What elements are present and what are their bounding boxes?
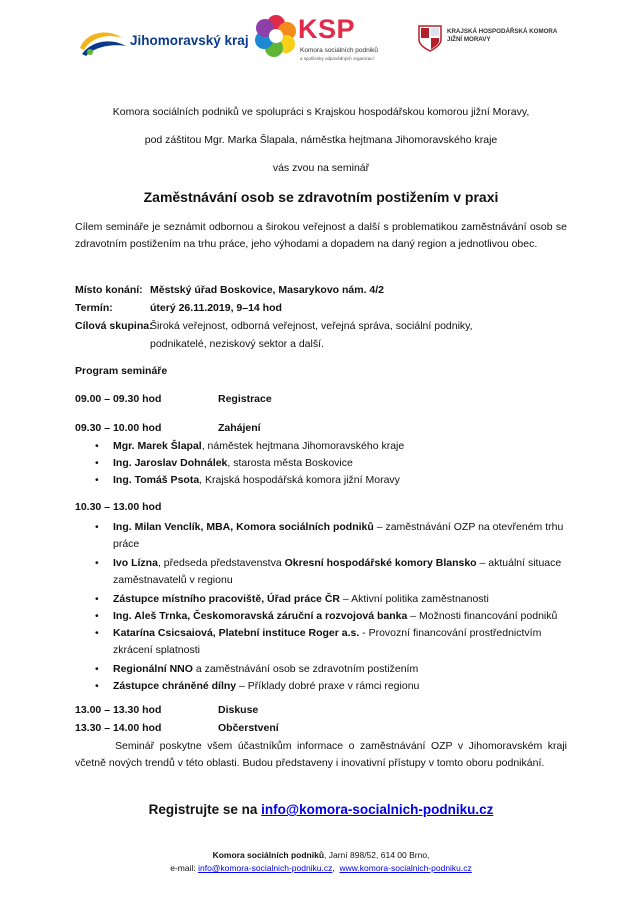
list-item: • Ivo Lízna, předseda představenstva Okresní hospodářské komory Blansko – aktuální situace zaměstnavatelů v regionu	[95, 555, 565, 589]
footer-org: Komora sociálních podniků	[212, 850, 325, 860]
khk-logo-line1: KRAJSKÁ HOSPODÁŘSKÁ KOMORA	[447, 28, 558, 35]
footer-web-link[interactable]: www.komora-socialnich-podniku.cz	[339, 863, 472, 873]
registration-text: Registrujte se na	[148, 802, 262, 817]
list-item: • Katarína Csicsaiová, Platební instituce Roger a.s. - Provozní financování prostřednictvím zkrácení splatnosti	[95, 625, 565, 659]
slot-label: Registrace	[218, 393, 272, 405]
ksp-logo-subtitle-small: a spolčenky odpovědných organizací	[300, 56, 374, 61]
slot-time: 10.30 – 13.00 hod	[75, 501, 162, 513]
khk-logo-line2: JIŽNÍ MORAVY	[447, 36, 491, 43]
jmk-logo-text: Jihomoravský kraj	[130, 33, 249, 48]
seminar-info	[75, 281, 565, 353]
audience-label: Cílová skupina:	[75, 320, 153, 332]
jmk-logo	[78, 26, 248, 58]
slot-time: 09.30 – 10.00 hod	[75, 422, 162, 434]
ksp-logo-text: KSP	[298, 14, 356, 44]
list-item: • Ing. Aleš Trnka, Českomoravská záruční a rozvojová banka – Možnosti financování podniků	[95, 608, 565, 625]
ksp-flower-icon	[254, 14, 298, 58]
footer	[0, 849, 642, 875]
ksp-logo-subtitle: Komora sociálních podniků	[300, 47, 379, 54]
audience-value-line1: Široká veřejnost, odborná veřejnost, veřejná správa, sociální podniky,	[150, 320, 473, 332]
program-slot-main	[75, 501, 161, 513]
program-heading: Program semináře	[75, 365, 168, 377]
khk-logo	[417, 24, 577, 60]
program-slot-registration	[75, 393, 272, 405]
slot-time: 09.00 – 09.30 hod	[75, 393, 162, 405]
intro-line-1: Komora sociálních podniků ve spolupráci s Krajskou hospodářskou komorou jižní Moravy,	[112, 106, 530, 118]
khk-emblem-icon	[417, 24, 443, 52]
main-speakers-list	[95, 519, 565, 695]
list-item: • Regionální NNO a zaměstnávání osob se zdravotním postižením	[95, 661, 565, 678]
list-item: • Ing. Tomáš Psota, Krajská hospodářská komora jižní Moravy	[95, 472, 565, 489]
date-label: Termín:	[75, 302, 113, 314]
seminar-description: Cílem semináře je seznámit odbornou a širokou veřejnost a další s problematikou zaměstnávání osob se zdravotním postižením na trhu práce, jeho výhodami a dopadem na daný region a jednotlivou obec.	[75, 221, 567, 250]
footer-separator: ,	[332, 863, 340, 873]
date-value: úterý 26.11.2019, 9–14 hod	[150, 302, 282, 314]
audience-value-line2: podnikatelé, neziskový sektor a další.	[150, 338, 324, 350]
slot-time: 13.30 – 14.00 hod	[75, 722, 162, 734]
footer-contact-line	[0, 862, 642, 875]
list-item: • Zástupce místního pracoviště, Úřad práce ČR – Aktivní politika zaměstnanosti	[95, 591, 565, 608]
footer-email-label: e-mail:	[170, 863, 199, 873]
registration-email-link[interactable]: info@komora-socialnich-podniku.cz	[261, 802, 494, 817]
intro-line-3: vás zvou na seminář	[272, 162, 370, 174]
slot-label: Diskuse	[218, 704, 259, 716]
program-slot-discussion	[75, 704, 259, 716]
footer-email-link[interactable]: info@komora-socialnich-podniku.cz	[198, 863, 333, 873]
slot-time: 13.00 – 13.30 hod	[75, 704, 162, 716]
jmk-swoosh-icon	[78, 26, 128, 58]
slot-label: Občerstvení	[218, 722, 279, 734]
footer-address-line	[0, 849, 642, 862]
list-item: • Ing. Milan Venclík, MBA, Komora sociálních podniků – zaměstnávání OZP na otevřeném trhu práce	[95, 519, 565, 553]
program-slot-opening	[75, 422, 261, 434]
place-value: Městský úřad Boskovice, Masarykovo nám. 4/2	[150, 284, 385, 296]
opening-speakers-list	[95, 438, 565, 489]
seminar-title: Zaměstnávání osob se zdravotním postižením v praxi	[143, 189, 499, 205]
logo-bar	[0, 12, 642, 72]
list-item: • Mgr. Marek Šlapal, náměstek hejtmana Jihomoravského kraje	[95, 438, 565, 455]
closing-paragraph: Seminář poskytne všem účastníkům informace o zaměstnávání OZP v Jihomoravském kraji včetně nových trendů v této oblasti. Budou představeny i inovativní přístupy v tomto oboru podnikání.	[75, 740, 567, 769]
list-item: • Zástupce chráněné dílny – Příklady dobré praxe v rámci regionu	[95, 678, 565, 695]
footer-address: , Jarní 898/52, 614 00 Brno,	[324, 850, 430, 860]
list-item: • Ing. Jaroslav Dohnálek, starosta města Boskovice	[95, 455, 565, 472]
slot-label: Zahájení	[218, 422, 261, 434]
ksp-logo	[254, 14, 394, 70]
registration-line	[0, 802, 642, 817]
intro-line-2: pod záštitou Mgr. Marka Šlapala, náměstka hejtmana Jihomoravského kraje	[144, 134, 498, 146]
place-label: Místo konání:	[75, 284, 143, 296]
program-slot-refreshment	[75, 722, 279, 734]
